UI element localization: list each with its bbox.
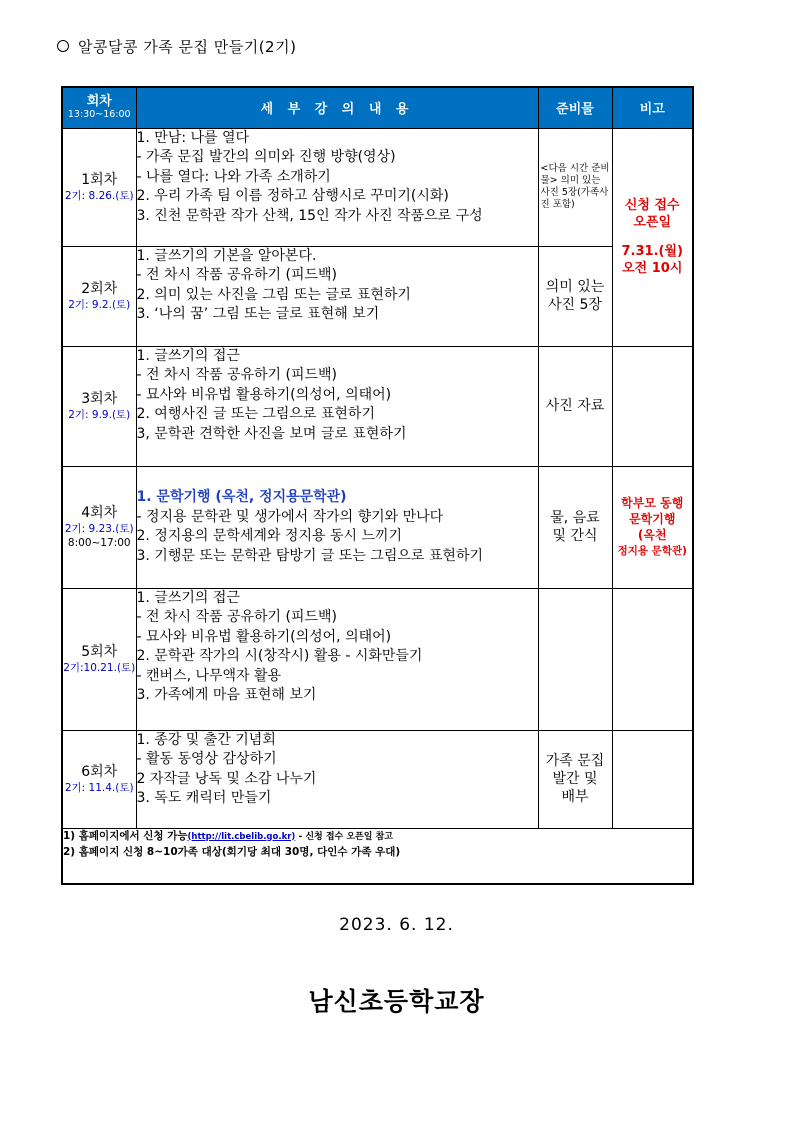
session-name: 3회차 <box>81 391 118 407</box>
prep-cell <box>538 246 612 346</box>
content-line: 2 자작글 낭독 및 소감 나누기 <box>136 770 317 787</box>
prep-line: 사진 5장 <box>548 297 602 313</box>
note-line: 정지용 문학관) <box>617 545 687 557</box>
session-cell <box>62 346 136 466</box>
content-cell <box>136 128 538 246</box>
prep-line: 가족 문집 <box>545 753 605 769</box>
session-cell <box>62 246 136 346</box>
signature: 남신초등학교장 <box>308 987 485 1016</box>
session-date: 2기: 9.2.(토) <box>68 299 131 311</box>
content-line: - 묘사와 비유법 활용하기(의성어, 의태어) <box>136 386 392 403</box>
session-cell <box>62 730 136 828</box>
document-date: 2023. 6. 12. <box>339 915 454 935</box>
content-line: 3, 문학관 견학한 사진을 보며 글로 표현하기 <box>136 425 407 442</box>
prep-cell: <다음 시간 준비물> 의미 있는 사진 5장(가족사진 포함) <box>538 128 612 246</box>
content-line: 1. 만남: 나를 열다 <box>136 129 250 146</box>
note-line: 학부모 동행 <box>621 496 684 510</box>
header-note-label: 비고 <box>639 102 665 118</box>
apply-note-cell <box>612 128 693 346</box>
note-cell <box>612 730 693 828</box>
note-cell <box>612 466 693 588</box>
session-cell <box>62 466 136 588</box>
prep-cell <box>538 346 612 466</box>
content-line: 1. 종강 및 출간 기념회 <box>136 731 276 748</box>
apply-note-line: 오픈일 <box>633 215 672 230</box>
header-content <box>136 87 538 128</box>
schedule-table <box>61 86 694 885</box>
session-name: 4회차 <box>81 505 118 521</box>
content-cell <box>136 730 538 828</box>
content-line: - 묘사와 비유법 활용하기(의성어, 의태어) <box>136 628 392 645</box>
table-row <box>62 128 693 246</box>
header-note <box>612 87 693 128</box>
footer-line-2: 2) 홈페이지 신청 8~10가족 대상(회기당 최대 30명, 다인수 가족 우대) <box>63 845 401 858</box>
header-row <box>62 87 693 128</box>
session-cell <box>62 128 136 246</box>
table-row <box>62 466 693 588</box>
footer-line-1 <box>63 829 692 845</box>
session-date: 2기: 9.23.(토) <box>64 523 134 535</box>
content-line: 2. 우리 가족 팀 이름 정하고 삼행시로 꾸미기(시화) <box>136 188 449 204</box>
content-line: - 활동 동영상 감상하기 <box>136 751 277 767</box>
header-time-label: 13:30~16:00 <box>67 109 131 121</box>
apply-note-line: 7.31.(월) <box>621 244 683 259</box>
content-line-highlight: 1. 문학기행 (옥천, 정지용문학관) <box>136 489 347 505</box>
footer-line-1-suffix: - 신청 접수 오픈일 참고 <box>295 831 393 842</box>
prep-cell <box>538 588 612 730</box>
content-line: 1. 글쓰기의 접근 <box>136 347 240 364</box>
content-cell <box>136 466 538 588</box>
prep-line: 및 간식 <box>552 528 598 544</box>
note-line: (옥천 <box>637 528 667 542</box>
content-line: 2. 정지용의 문학세계와 정지용 동시 느끼기 <box>136 528 403 544</box>
content-line: 2. 문학관 작가의 시(창작시) 활용 - 시화만들기 <box>136 648 423 664</box>
header-session <box>62 87 136 128</box>
content-line: 3. 기행문 또는 문학관 탐방기 글 또는 그림으로 표현하기 <box>136 547 483 564</box>
content-line: 1. 글쓰기의 접근 <box>136 589 240 606</box>
prep-line: 발간 및 <box>552 771 598 787</box>
content-line: - 전 차시 작품 공유하기 (피드백) <box>136 609 338 625</box>
session-cell <box>62 588 136 730</box>
content-cell <box>136 346 538 466</box>
content-line: 2. 의미 있는 사진을 그림 또는 글로 표현하기 <box>136 286 411 303</box>
content-line: 2. 여행사진 글 또는 그림으로 표현하기 <box>136 406 375 422</box>
circle-bullet-icon <box>57 40 69 52</box>
content-line: 3. 진천 문학관 작가 산책, 15인 작가 사진 작품으로 구성 <box>136 207 483 224</box>
content-line: - 나를 열다: 나와 가족 소개하기 <box>136 168 331 185</box>
header-prep <box>538 87 612 128</box>
session-name: 6회차 <box>81 764 118 780</box>
session-name: 5회차 <box>81 644 118 660</box>
title-text: 알콩달콩 가족 문집 만들기(2기) <box>78 38 297 56</box>
note-line: 문학기행 <box>629 512 676 526</box>
footer-line-1-text: 1) 홈페이지에서 신청 가능 <box>63 829 188 842</box>
homepage-link[interactable]: (http://lit.cbelib.go.kr) <box>187 831 296 842</box>
content-line: - 전 차시 작품 공유하기 (피드백) <box>136 267 338 283</box>
prep-cell <box>538 730 612 828</box>
prep-line: 물, 음료 <box>550 510 600 526</box>
session-name: 1회차 <box>81 172 118 188</box>
session-time: 8:00~17:00 <box>67 537 131 549</box>
content-line: 3. 독도 캐릭터 만들기 <box>136 790 272 806</box>
session-date: 2기:10.21.(토) <box>63 662 136 674</box>
footer-row <box>62 828 693 884</box>
content-line: 3. 가족에게 마음 표현해 보기 <box>136 687 317 703</box>
session-name: 2회차 <box>81 281 118 297</box>
note-cell <box>612 588 693 730</box>
document-title <box>57 36 296 57</box>
table-row <box>62 730 693 828</box>
prep-line: 배부 <box>561 789 589 805</box>
prep-line: 의미 있는 <box>545 279 605 295</box>
content-line: - 가족 문집 발간의 의미와 진행 방향(영상) <box>136 149 396 165</box>
header-content-label: 세 부 강 의 내 용 <box>260 102 414 118</box>
content-line: 3. ‘나의 꿈’ 그림 또는 글로 표현해 보기 <box>136 306 380 322</box>
content-line: - 정지용 문학관 및 생가에서 작가의 향기와 만나다 <box>136 508 444 525</box>
footer-notes <box>62 828 693 884</box>
apply-note-line: 오전 10시 <box>622 261 683 276</box>
apply-note-line: 신청 접수 <box>624 198 680 213</box>
prep-cell <box>538 466 612 588</box>
table-row <box>62 346 693 466</box>
content-line: - 전 차시 작품 공유하기 (피드백) <box>136 367 338 383</box>
content-cell <box>136 246 538 346</box>
content-line: 1. 글쓰기의 기본을 알아본다. <box>136 247 317 264</box>
session-date: 2기: 8.26.(토) <box>64 190 134 202</box>
header-prep-label: 준비물 <box>556 102 594 118</box>
prep-line: 사진 자료 <box>545 398 605 414</box>
table-row <box>62 588 693 730</box>
table-row <box>62 246 693 346</box>
content-cell <box>136 588 538 730</box>
header-session-label: 회차 <box>86 94 112 110</box>
session-date: 2기: 11.4.(토) <box>64 782 134 794</box>
content-line: - 캔버스, 나무액자 활용 <box>136 667 282 684</box>
note-cell <box>612 346 693 466</box>
session-date: 2기: 9.9.(토) <box>68 409 131 421</box>
